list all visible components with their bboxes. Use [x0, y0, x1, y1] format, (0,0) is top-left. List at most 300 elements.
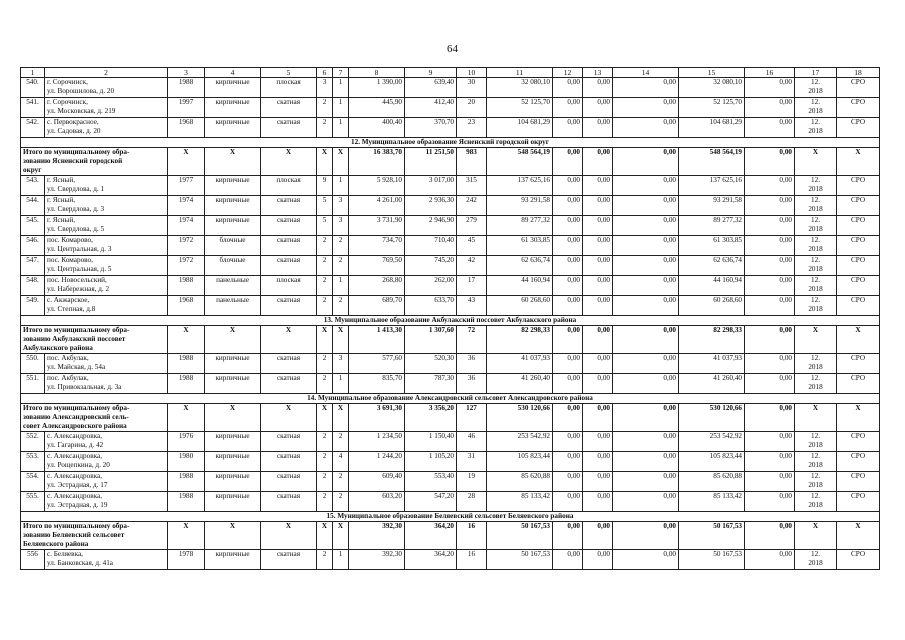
other-cell: 0,00	[745, 78, 795, 98]
row-number: 546.	[21, 236, 45, 256]
walls-cell: панельные	[205, 276, 261, 296]
year-cell: 1974	[168, 196, 205, 216]
budget-cell: 0,00	[583, 276, 613, 296]
period-line: 2018	[808, 460, 823, 469]
local-cell: 0,00	[613, 472, 679, 492]
row-number: 553.	[21, 452, 45, 472]
local-cell: 0,00	[613, 374, 679, 394]
floors-cell: 2	[317, 492, 333, 512]
total-area-cell: 392,30	[349, 522, 405, 550]
address-line: г. Сорочинск,	[47, 78, 88, 86]
row-number: 540.	[21, 78, 45, 98]
section-title: 14. Муниципальное образование Александровский сельсовет Александровского района	[21, 394, 880, 404]
section-title: 12. Муниципальное образование Ясненский городской округ	[21, 138, 880, 148]
other-cell: 0,00	[745, 98, 795, 118]
method-cell: СРО	[837, 432, 880, 452]
year-cell: 1968	[168, 296, 205, 316]
column-number: 9	[405, 68, 457, 78]
subtotal-label	[21, 522, 168, 550]
address-line: ул. Степная, д.8	[47, 304, 96, 313]
budget-cell: 0,00	[583, 326, 613, 354]
walls-cell: X	[205, 326, 261, 354]
fund-cell: 0,00	[553, 522, 583, 550]
period-line: 2018	[808, 244, 823, 253]
residents-cell: 983	[457, 148, 487, 176]
local-cell: 0,00	[613, 492, 679, 512]
subtotal-label-line: Беляевского района	[23, 540, 89, 548]
table-row	[21, 550, 880, 570]
address-cell	[45, 296, 168, 316]
owners-cell: 548 564,19	[679, 148, 745, 176]
floors-cell: 2	[317, 236, 333, 256]
method-cell: СРО	[837, 296, 880, 316]
row-number: 550.	[21, 354, 45, 374]
address-line: с. Первокрасное,	[47, 118, 99, 126]
cost-cell: 104 681,29	[487, 118, 553, 138]
roof-cell: скатная	[261, 492, 317, 512]
year-cell: 1972	[168, 236, 205, 256]
method-cell: СРО	[837, 354, 880, 374]
address-line: ул. Центральная, д. 5	[47, 264, 112, 273]
other-cell: 0,00	[745, 404, 795, 432]
total-area-cell: 603,20	[349, 492, 405, 512]
method-cell: СРО	[837, 276, 880, 296]
entrances-cell: 3	[333, 196, 349, 216]
total-area-cell: 1 244,20	[349, 452, 405, 472]
local-cell: 0,00	[613, 236, 679, 256]
year-cell: 1988	[168, 374, 205, 394]
roof-cell: скатная	[261, 98, 317, 118]
column-number: 3	[168, 68, 205, 78]
row-number: 542.	[21, 118, 45, 138]
period-cell	[795, 472, 837, 492]
row-number: 555.	[21, 492, 45, 512]
column-number: 16	[745, 68, 795, 78]
floors-cell: 2	[317, 354, 333, 374]
period-cell	[795, 78, 837, 98]
cost-cell: 52 125,70	[487, 98, 553, 118]
total-area-cell: 769,50	[349, 256, 405, 276]
row-number: 547.	[21, 256, 45, 276]
fund-cell: 0,00	[553, 98, 583, 118]
year-cell: 1974	[168, 216, 205, 236]
cost-cell: 105 823,44	[487, 452, 553, 472]
period-cell: X	[795, 326, 837, 354]
period-cell	[795, 276, 837, 296]
other-cell: 0,00	[745, 236, 795, 256]
period-cell	[795, 432, 837, 452]
address-cell	[45, 196, 168, 216]
table-row	[21, 236, 880, 256]
method-cell: СРО	[837, 176, 880, 196]
local-cell: 0,00	[613, 148, 679, 176]
subtotal-label-line: Итого по муниципальному обра-	[23, 326, 130, 334]
cost-cell: 32 080,10	[487, 78, 553, 98]
fund-cell: 0,00	[553, 550, 583, 570]
row-number: 544.	[21, 196, 45, 216]
subtotal-row	[21, 148, 880, 176]
fund-cell: 0,00	[553, 326, 583, 354]
local-cell: 0,00	[613, 276, 679, 296]
period-line: 12.	[811, 78, 820, 86]
roof-cell: плоская	[261, 78, 317, 98]
local-cell: 0,00	[613, 522, 679, 550]
cost-cell: 530 120,66	[487, 404, 553, 432]
cost-cell: 548 564,19	[487, 148, 553, 176]
other-cell: 0,00	[745, 256, 795, 276]
address-line: с. Александровка,	[47, 452, 102, 460]
residents-cell: 42	[457, 256, 487, 276]
period-cell: X	[795, 148, 837, 176]
local-cell: 0,00	[613, 216, 679, 236]
period-line: 2018	[808, 284, 823, 293]
period-cell	[795, 492, 837, 512]
address-cell	[45, 452, 168, 472]
fund-cell: 0,00	[553, 432, 583, 452]
address-cell	[45, 472, 168, 492]
period-line: 12.	[811, 354, 820, 362]
method-cell: X	[837, 326, 880, 354]
living-area-cell: 2 946,90	[405, 216, 457, 236]
address-line: г. Сорочинск,	[47, 98, 88, 106]
residents-cell: 23	[457, 118, 487, 138]
entrances-cell: 2	[333, 432, 349, 452]
walls-cell: кирпичные	[205, 492, 261, 512]
cost-cell: 62 636,74	[487, 256, 553, 276]
walls-cell: кирпичные	[205, 118, 261, 138]
method-cell: СРО	[837, 550, 880, 570]
living-area-cell: 11 251,50	[405, 148, 457, 176]
cost-cell: 44 160,94	[487, 276, 553, 296]
roof-cell: плоская	[261, 276, 317, 296]
cost-cell: 137 625,16	[487, 176, 553, 196]
budget-cell: 0,00	[583, 354, 613, 374]
register-table	[20, 67, 880, 570]
address-line: ул. Эстрадная, д. 17	[47, 480, 108, 489]
walls-cell: X	[205, 522, 261, 550]
floors-cell: 2	[317, 550, 333, 570]
entrances-cell: X	[333, 326, 349, 354]
walls-cell: кирпичные	[205, 196, 261, 216]
address-line: ул. Рощепкина, д. 20	[47, 460, 110, 469]
fund-cell: 0,00	[553, 118, 583, 138]
fund-cell: 0,00	[553, 374, 583, 394]
fund-cell: 0,00	[553, 492, 583, 512]
table-row	[21, 432, 880, 452]
living-area-cell: 1 150,40	[405, 432, 457, 452]
living-area-cell: 633,70	[405, 296, 457, 316]
owners-cell: 32 080,10	[679, 78, 745, 98]
residents-cell: 242	[457, 196, 487, 216]
owners-cell: 82 298,33	[679, 326, 745, 354]
period-cell: X	[795, 522, 837, 550]
column-number: 13	[583, 68, 613, 78]
living-area-cell: 262,00	[405, 276, 457, 296]
entrances-cell: 2	[333, 492, 349, 512]
walls-cell: кирпичные	[205, 472, 261, 492]
table-row	[21, 196, 880, 216]
table-row	[21, 118, 880, 138]
floors-cell: 2	[317, 374, 333, 394]
column-number: 18	[837, 68, 880, 78]
owners-cell: 50 167,53	[679, 550, 745, 570]
roof-cell: X	[261, 404, 317, 432]
budget-cell: 0,00	[583, 550, 613, 570]
roof-cell: скатная	[261, 472, 317, 492]
total-area-cell: 16 383,70	[349, 148, 405, 176]
residents-cell: 17	[457, 276, 487, 296]
subtotal-label-line: зованию Акбулакский поссовет	[23, 335, 126, 343]
walls-cell: кирпичные	[205, 216, 261, 236]
year-cell: 1988	[168, 276, 205, 296]
table-row	[21, 256, 880, 276]
column-number: 17	[795, 68, 837, 78]
period-line: 2018	[808, 264, 823, 273]
address-cell	[45, 354, 168, 374]
method-cell: СРО	[837, 472, 880, 492]
roof-cell: скатная	[261, 118, 317, 138]
period-line: 12.	[811, 196, 820, 204]
budget-cell: 0,00	[583, 374, 613, 394]
address-line: ул. Свердлова, д. 5	[47, 224, 105, 233]
cost-cell: 61 303,85	[487, 236, 553, 256]
row-number: 554.	[21, 472, 45, 492]
walls-cell: кирпичные	[205, 550, 261, 570]
table-row	[21, 98, 880, 118]
address-line: с. Акжарское,	[47, 296, 90, 304]
owners-cell: 60 268,60	[679, 296, 745, 316]
walls-cell: кирпичные	[205, 78, 261, 98]
column-number: 12	[553, 68, 583, 78]
residents-cell: 16	[457, 550, 487, 570]
address-line: пос. Новосельский,	[47, 276, 107, 284]
total-area-cell: 609,40	[349, 472, 405, 492]
address-line: с. Беляевка,	[47, 550, 83, 558]
entrances-cell: X	[333, 148, 349, 176]
total-area-cell: 3 731,90	[349, 216, 405, 236]
method-cell: СРО	[837, 374, 880, 394]
residents-cell: 36	[457, 374, 487, 394]
fund-cell: 0,00	[553, 236, 583, 256]
row-number: 549.	[21, 296, 45, 316]
roof-cell: X	[261, 326, 317, 354]
living-area-cell: 3 017,00	[405, 176, 457, 196]
period-line: 12.	[811, 98, 820, 106]
method-cell: X	[837, 148, 880, 176]
section-title: 13. Муниципальное образование Акбулакский поссовет Акбулакского района	[21, 316, 880, 326]
living-area-cell: 2 936,30	[405, 196, 457, 216]
total-area-cell: 1 234,50	[349, 432, 405, 452]
subtotal-label-line: Итого по муниципальному обра-	[23, 522, 130, 530]
table-row	[21, 374, 880, 394]
period-line: 2018	[808, 126, 823, 135]
roof-cell: скатная	[261, 374, 317, 394]
row-number: 551.	[21, 374, 45, 394]
owners-cell: 61 303,85	[679, 236, 745, 256]
subtotal-label	[21, 404, 168, 432]
living-area-cell: 710,40	[405, 236, 457, 256]
living-area-cell: 553,40	[405, 472, 457, 492]
method-cell: СРО	[837, 452, 880, 472]
floors-cell: 2	[317, 98, 333, 118]
period-line: 12.	[811, 452, 820, 460]
owners-cell: 105 823,44	[679, 452, 745, 472]
section-heading	[21, 512, 880, 522]
budget-cell: 0,00	[583, 522, 613, 550]
period-line: 2018	[808, 480, 823, 489]
period-cell: X	[795, 404, 837, 432]
owners-cell: 93 291,58	[679, 196, 745, 216]
entrances-cell: 2	[333, 296, 349, 316]
living-area-cell: 3 356,20	[405, 404, 457, 432]
residents-cell: 45	[457, 236, 487, 256]
table-row	[21, 216, 880, 236]
floors-cell: 2	[317, 296, 333, 316]
entrances-cell: 1	[333, 276, 349, 296]
budget-cell: 0,00	[583, 176, 613, 196]
row-number: 545.	[21, 216, 45, 236]
local-cell: 0,00	[613, 354, 679, 374]
year-cell: 1976	[168, 432, 205, 452]
other-cell: 0,00	[745, 472, 795, 492]
entrances-cell: 2	[333, 236, 349, 256]
table-row	[21, 354, 880, 374]
entrances-cell: 1	[333, 550, 349, 570]
floors-cell: 2	[317, 432, 333, 452]
period-line: 12.	[811, 216, 820, 224]
table-row	[21, 472, 880, 492]
address-cell	[45, 118, 168, 138]
other-cell: 0,00	[745, 118, 795, 138]
period-cell	[795, 374, 837, 394]
living-area-cell: 520,30	[405, 354, 457, 374]
total-area-cell: 268,80	[349, 276, 405, 296]
roof-cell: скатная	[261, 550, 317, 570]
other-cell: 0,00	[745, 452, 795, 472]
residents-cell: 31	[457, 452, 487, 472]
fund-cell: 0,00	[553, 354, 583, 374]
section-heading	[21, 316, 880, 326]
subtotal-label-line: Итого по муниципальному обра-	[23, 148, 130, 156]
total-area-cell: 734,70	[349, 236, 405, 256]
owners-cell: 85 133,42	[679, 492, 745, 512]
address-cell	[45, 432, 168, 452]
address-cell	[45, 176, 168, 196]
local-cell: 0,00	[613, 78, 679, 98]
address-line: с. Александровка,	[47, 472, 102, 480]
column-number: 15	[679, 68, 745, 78]
local-cell: 0,00	[613, 256, 679, 276]
column-number: 6	[317, 68, 333, 78]
entrances-cell: 2	[333, 472, 349, 492]
budget-cell: 0,00	[583, 236, 613, 256]
local-cell: 0,00	[613, 550, 679, 570]
residents-cell: 46	[457, 432, 487, 452]
other-cell: 0,00	[745, 354, 795, 374]
floors-cell: 3	[317, 78, 333, 98]
floors-cell: 5	[317, 196, 333, 216]
walls-cell: кирпичные	[205, 452, 261, 472]
total-area-cell: 1 413,30	[349, 326, 405, 354]
fund-cell: 0,00	[553, 78, 583, 98]
other-cell: 0,00	[745, 196, 795, 216]
entrances-cell: 1	[333, 176, 349, 196]
floors-cell: 2	[317, 472, 333, 492]
address-line: ул. Банковская, д. 41а	[47, 558, 113, 567]
period-line: 12.	[811, 256, 820, 264]
method-cell: СРО	[837, 98, 880, 118]
period-line: 12.	[811, 276, 820, 284]
fund-cell: 0,00	[553, 196, 583, 216]
period-line: 12.	[811, 296, 820, 304]
year-cell: 1988	[168, 354, 205, 374]
roof-cell: плоская	[261, 176, 317, 196]
local-cell: 0,00	[613, 296, 679, 316]
local-cell: 0,00	[613, 196, 679, 216]
period-cell	[795, 216, 837, 236]
floors-cell: 2	[317, 118, 333, 138]
subtotal-label-line: округ	[23, 166, 42, 174]
local-cell: 0,00	[613, 404, 679, 432]
total-area-cell: 577,60	[349, 354, 405, 374]
walls-cell: кирпичные	[205, 354, 261, 374]
other-cell: 0,00	[745, 374, 795, 394]
row-number: 543.	[21, 176, 45, 196]
fund-cell: 0,00	[553, 452, 583, 472]
period-line: 2018	[808, 204, 823, 213]
address-cell	[45, 98, 168, 118]
period-line: 12.	[811, 472, 820, 480]
subtotal-row	[21, 404, 880, 432]
address-line: ул. Привокзальная, д. 3а	[47, 382, 122, 391]
address-cell	[45, 374, 168, 394]
period-line: 12.	[811, 550, 820, 558]
living-area-cell: 1 307,60	[405, 326, 457, 354]
other-cell: 0,00	[745, 550, 795, 570]
other-cell: 0,00	[745, 492, 795, 512]
roof-cell: скатная	[261, 296, 317, 316]
residents-cell: 43	[457, 296, 487, 316]
section-heading	[21, 394, 880, 404]
walls-cell: кирпичные	[205, 176, 261, 196]
period-line: 2018	[808, 362, 823, 371]
period-line: 12.	[811, 236, 820, 244]
walls-cell: блочные	[205, 256, 261, 276]
living-area-cell: 364,20	[405, 550, 457, 570]
budget-cell: 0,00	[583, 472, 613, 492]
period-cell	[795, 236, 837, 256]
method-cell: СРО	[837, 78, 880, 98]
floors-cell: X	[317, 148, 333, 176]
residents-cell: 36	[457, 354, 487, 374]
owners-cell: 137 625,16	[679, 176, 745, 196]
residents-cell: 19	[457, 472, 487, 492]
total-area-cell: 3 691,30	[349, 404, 405, 432]
period-cell	[795, 256, 837, 276]
roof-cell: скатная	[261, 432, 317, 452]
fund-cell: 0,00	[553, 216, 583, 236]
local-cell: 0,00	[613, 326, 679, 354]
total-area-cell: 1 390,00	[349, 78, 405, 98]
method-cell: СРО	[837, 236, 880, 256]
address-cell	[45, 236, 168, 256]
table-row	[21, 176, 880, 196]
year-cell: 1988	[168, 78, 205, 98]
budget-cell: 0,00	[583, 148, 613, 176]
row-number: 556	[21, 550, 45, 570]
subtotal-label	[21, 326, 168, 354]
local-cell: 0,00	[613, 432, 679, 452]
